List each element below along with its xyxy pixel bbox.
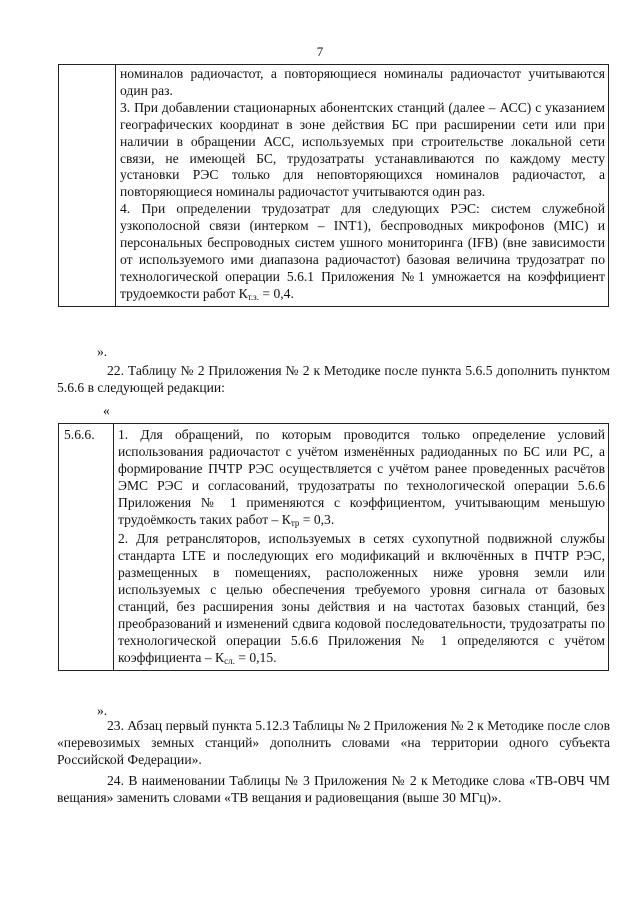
paragraph-22: 22. Таблицу № 2 Приложения № 2 к Методике после пункта 5.6.5 дополнить пунктом 5.6.6 в следующей редакции: <box>57 363 610 396</box>
item-continuation-text: номиналов радиочастот, а повторяющиеся номиналы радиочастот учитываются один раз. <box>120 66 605 98</box>
item-number: 5.6.6. <box>64 427 95 442</box>
item-3-text: 3. При добавлении стационарных абонентских станций (далее – АСС) с указанием географических координат в зоне действия БС при расширении сети или при наличии в обращении АСС, используемых при строительстве локальной сети связи, не имеющей БС, трудозатраты устанавливаются по каждому месту установки РЭС только для неповторяющихся номиналов радиочастот, а повторяющиеся номиналы радиочастот учитываются один раз. <box>120 99 605 200</box>
page-number: 7 <box>316 44 324 59</box>
table-text-cell <box>114 424 609 671</box>
item-1-text: 1. Для обращений, по которым проводится только определение условий использования радиочастот с учётом изменённых радиоданных по БС или РС, а формирование ПЧТР РЭС осуществляется с учётом ранее проведенных расчётов ЭМС РЭС и согласований, трудозатраты по технологической операции 5.6.6 Приложения № 1 применяются с коэффициентом, учитывающим меньшую трудоёмкость таких работ – $К_{тр} = 0,3$. <box>118 427 605 528</box>
paragraph-23: 23. Абзац первый пункта 5.12.3 Таблицы № 2 Приложения № 2 к Методике после слов «перевозимых земных станций» дополнить словами «на территории одного субъекта Российской Федерации». <box>57 718 610 768</box>
closing-quote-1: ». <box>97 344 108 359</box>
item-2-text: 2. Для ретрансляторов, используемых в сетях сухопутной подвижной службы стандарта LTE и последующих его модификаций и включённых в ПЧТР РЭС, размещенных в помещениях, расположенных ниже уровня земли или используемых с целью обеспечения требуемого уровня сигнала от базовых станций, без расширения зоны действия и на частотах базовых станций, без преобразований и изменений сдвига кодовой последовательности, трудозатраты по технологической операции 5.6.6 Приложения № 1 определяются с учётом коэффициента – $К_{сл.} = 0,15$. <box>118 531 605 666</box>
table-number-cell <box>59 424 114 671</box>
item-4-text: 4. При определении трудозатрат для следующих РЭС: систем служебной узкополосной связи (интерком – INT1), беспроводных микрофонов (MIC) и персональных беспроводных систем ушного мониторинга (IFB) (вне зависимости от используемого ими диапазона радиочастот) базовая величина трудозатрат по технологической операции 5.6.1 Приложения №1 умножается на коэффициент трудоемкости работ $К_{т.з.} = 0,4$. <box>120 201 605 302</box>
coefficient-tr: $К_{тр} = 0,3$. <box>281 511 335 528</box>
coefficient-tz: $К_{т.з.} = 0,4$. <box>238 285 294 302</box>
closing-quote-2: ». <box>97 703 108 718</box>
table-number-cell <box>59 65 116 307</box>
coefficient-sl: $К_{сл.} = 0,15$. <box>215 649 277 666</box>
table-text-cell <box>116 65 609 307</box>
opening-quote-2: « <box>103 403 110 418</box>
table-continuation <box>58 64 609 307</box>
table-item-5-6-6 <box>58 423 609 671</box>
paragraph-24: 24. В наименовании Таблицы № 3 Приложения № 2 к Методике слова «ТВ-ОВЧ ЧМ вещания» заменить словами «ТВ вещания и радиовещания (выше 30 МГц)». <box>57 773 610 806</box>
